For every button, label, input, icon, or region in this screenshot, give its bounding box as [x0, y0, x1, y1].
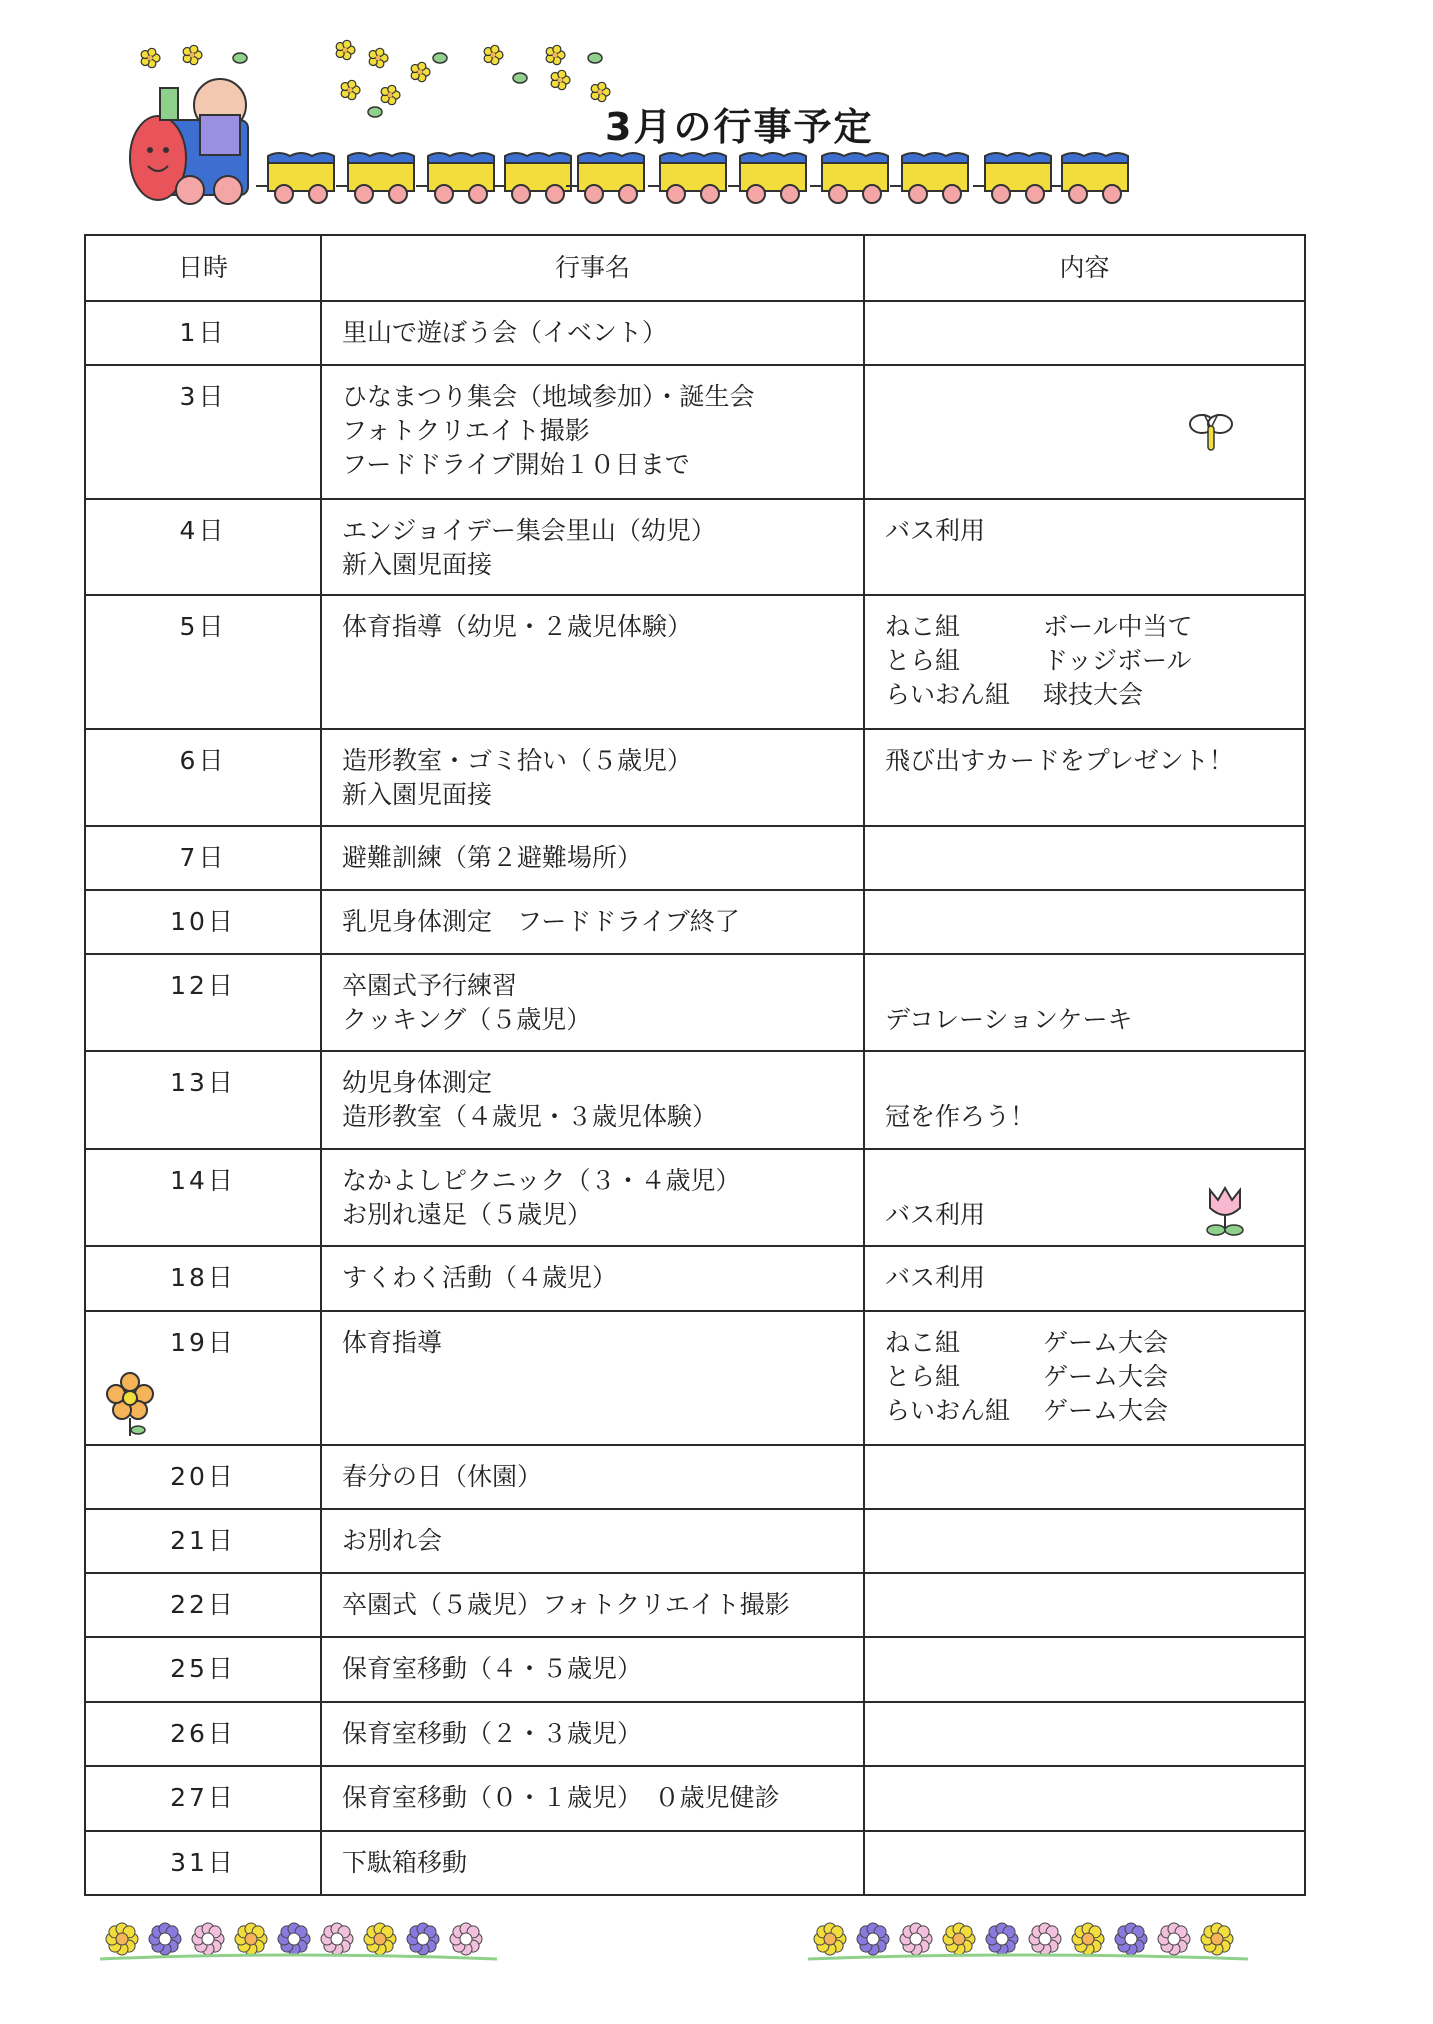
event-cell [321, 729, 864, 826]
group-name: らいおん組 [885, 1396, 1011, 1425]
date-cell: 27日 [85, 1766, 321, 1831]
content-cell [864, 1051, 1305, 1149]
border-flower [1029, 1923, 1061, 1955]
date-cell: 10日 [85, 890, 321, 954]
event-cell [321, 826, 864, 890]
column-header-date: 日時 [85, 235, 321, 301]
column-header-event: 行事名 [321, 235, 864, 301]
table-row [85, 595, 1305, 729]
event-line: お別れ遠足（５歳児） [342, 1200, 593, 1229]
date-cell: 4日 [85, 499, 321, 595]
border-flower [814, 1923, 846, 1955]
content-cell [864, 1445, 1305, 1509]
group-activity [885, 1360, 1304, 1394]
small-flower [546, 45, 565, 64]
event-cell [321, 1246, 864, 1311]
activity-name: ゲーム大会 [1043, 1328, 1169, 1357]
table-row [85, 1573, 1305, 1637]
table-row [85, 890, 1305, 954]
table-row [85, 1766, 1305, 1831]
train-car [336, 153, 414, 203]
event-line: お別れ会 [342, 1526, 443, 1555]
flower-icon [100, 1368, 160, 1438]
event-line: 幼児身体測定 [342, 1068, 493, 1097]
content-cell [864, 954, 1305, 1051]
content-line: バス利用 [885, 516, 986, 545]
small-flower [183, 45, 202, 64]
content-cell [864, 890, 1305, 954]
group-name: らいおん組 [885, 680, 1011, 709]
train-car [810, 153, 888, 203]
event-line: 体育指導（幼児・２歳児体験） [342, 612, 693, 641]
activity-name: ゲーム大会 [1043, 1362, 1169, 1391]
event-line: エンジョイデー集会里山（幼児） [342, 516, 716, 545]
blank-line [885, 1066, 1304, 1100]
small-flower [551, 70, 570, 89]
train-car [728, 153, 806, 203]
event-line: 保育室移動（４・５歳児） [342, 1654, 643, 1683]
event-line: 保育室移動（０・１歳児） ０歳児健診 [342, 1783, 780, 1812]
event-cell [321, 890, 864, 954]
event-cell [321, 1311, 864, 1445]
event-cell [321, 1509, 864, 1573]
border-flower [235, 1923, 267, 1955]
date-cell: 3日 [85, 365, 321, 499]
train-car [256, 153, 334, 203]
small-flower [433, 53, 447, 63]
date-cell: 12日 [85, 954, 321, 1051]
group-name: とら組 [885, 1362, 961, 1391]
date-cell: 31日 [85, 1831, 321, 1895]
butterfly-icon [1180, 402, 1240, 462]
small-flower [513, 73, 527, 83]
date-cell: 22日 [85, 1573, 321, 1637]
content-cell [864, 1637, 1305, 1702]
event-cell [321, 1702, 864, 1766]
table-row [85, 1445, 1305, 1509]
event-line: 体育指導 [342, 1328, 443, 1357]
table-row [85, 499, 1305, 595]
event-line: 卒園式（５歳児）フォトクリエイト撮影 [342, 1590, 790, 1619]
border-flower [857, 1923, 889, 1955]
train-car [890, 153, 968, 203]
date-cell: 19日 [85, 1311, 321, 1445]
content-cell [864, 729, 1305, 826]
border-flower [1115, 1923, 1147, 1955]
group-name: とら組 [885, 646, 961, 675]
group-name: ねこ組 [885, 612, 961, 641]
content-cell [864, 1509, 1305, 1573]
event-line: すくわく活動（４歳児） [342, 1263, 618, 1292]
event-cell [321, 1149, 864, 1246]
train-car [416, 153, 494, 203]
event-line: 春分の日（休園） [342, 1462, 543, 1491]
event-line: クッキング（５歳児） [342, 1005, 592, 1034]
border-flower [149, 1923, 181, 1955]
blank-line [885, 969, 1304, 1003]
table-row [85, 1051, 1305, 1149]
border-flower [450, 1923, 482, 1955]
content-cell [864, 826, 1305, 890]
event-cell [321, 365, 864, 499]
table-row [85, 1246, 1305, 1311]
border-flower [321, 1923, 353, 1955]
small-flower [336, 40, 355, 59]
small-flower [588, 53, 602, 63]
small-flower [368, 107, 382, 117]
content-cell [864, 301, 1305, 365]
group-activity [885, 1326, 1304, 1360]
table-row [85, 1831, 1305, 1895]
date-cell: 18日 [85, 1246, 321, 1311]
table-row [85, 826, 1305, 890]
small-flower [341, 80, 360, 99]
group-activity [885, 1394, 1304, 1428]
content-line: デコレーションケーキ [885, 1005, 1133, 1034]
event-cell [321, 1637, 864, 1702]
event-line: 卒園式予行練習 [342, 971, 518, 1000]
activity-name: 球技大会 [1043, 680, 1144, 709]
content-cell [864, 499, 1305, 595]
content-line: 冠を作ろう！ [885, 1102, 1036, 1131]
date-cell: 6日 [85, 729, 321, 826]
content-cell [864, 1766, 1305, 1831]
event-line: フードドライブ開始１０日まで [342, 450, 690, 479]
content-cell [864, 1573, 1305, 1637]
border-flower [900, 1923, 932, 1955]
small-flower [484, 45, 503, 64]
small-flower [411, 62, 430, 81]
event-line: フォトクリエイト撮影 [342, 416, 590, 445]
table-row [85, 729, 1305, 826]
date-cell: 25日 [85, 1637, 321, 1702]
event-cell [321, 1831, 864, 1895]
event-line: 造形教室（４歳児・３歳児体験） [342, 1102, 718, 1131]
date-cell: 21日 [85, 1509, 321, 1573]
border-flower [192, 1923, 224, 1955]
border-flower [106, 1923, 138, 1955]
event-line: 下駄箱移動 [342, 1848, 468, 1877]
small-flower [141, 48, 160, 67]
activity-name: ドッジボール [1043, 646, 1192, 675]
activity-name: ゲーム大会 [1043, 1396, 1169, 1425]
border-flower [278, 1923, 310, 1955]
content-cell [864, 595, 1305, 729]
event-line: 乳児身体測定 フードドライブ終了 [342, 907, 740, 936]
date-cell: 14日 [85, 1149, 321, 1246]
event-line: ひなまつり集会（地域参加）・誕生会 [342, 382, 755, 411]
event-cell [321, 954, 864, 1051]
table-row [85, 1311, 1305, 1445]
train-car [566, 153, 644, 203]
content-line: バス利用 [885, 1200, 986, 1229]
train-car [973, 153, 1051, 203]
event-cell [321, 1445, 864, 1509]
border-flower [364, 1923, 396, 1955]
content-line: バス利用 [885, 1263, 986, 1292]
event-line: 里山で遊ぼう会（イベント） [342, 318, 668, 347]
train-engine [130, 79, 248, 204]
activity-name: ボール中当て [1043, 612, 1193, 641]
small-flower [233, 53, 247, 63]
group-activity [885, 610, 1304, 644]
table-row [85, 1702, 1305, 1766]
event-line: 避難訓練（第２避難場所） [342, 843, 643, 872]
event-cell [321, 595, 864, 729]
event-cell [321, 1051, 864, 1149]
date-cell: 26日 [85, 1702, 321, 1766]
date-cell: 5日 [85, 595, 321, 729]
event-cell [321, 1573, 864, 1637]
border-flower [943, 1923, 975, 1955]
table-row [85, 954, 1305, 1051]
table-header-row [85, 235, 1305, 301]
table-row [85, 1149, 1305, 1246]
schedule-table [84, 234, 1306, 1896]
border-flower [1201, 1923, 1233, 1955]
event-cell [321, 1766, 864, 1831]
date-cell: 20日 [85, 1445, 321, 1509]
flower-border-left [100, 1915, 570, 1965]
border-flower [1072, 1923, 1104, 1955]
group-name: ねこ組 [885, 1328, 961, 1357]
table-row [85, 301, 1305, 365]
table-row [85, 1509, 1305, 1573]
header-illustration [0, 0, 1433, 230]
train-car [1050, 153, 1128, 203]
flower-border-right [808, 1915, 1328, 1965]
date-cell: 7日 [85, 826, 321, 890]
small-flower [381, 85, 400, 104]
border-flower [986, 1923, 1018, 1955]
event-cell [321, 499, 864, 595]
event-line: なかよしピクニック（３・４歳児） [342, 1166, 741, 1195]
border-flower [1158, 1923, 1190, 1955]
content-cell [864, 1831, 1305, 1895]
date-cell: 13日 [85, 1051, 321, 1149]
content-cell [864, 1246, 1305, 1311]
group-activity [885, 644, 1304, 678]
table-row [85, 365, 1305, 499]
event-line: 造形教室・ゴミ拾い（５歳児） [342, 746, 693, 775]
tulip-icon [1200, 1180, 1250, 1240]
small-flower [369, 48, 388, 67]
group-activity [885, 678, 1304, 712]
event-cell [321, 301, 864, 365]
train-car [493, 153, 571, 203]
content-line: 飛び出すカードをプレゼント！ [885, 746, 1234, 775]
date-cell: 1日 [85, 301, 321, 365]
table-row [85, 1637, 1305, 1702]
content-cell [864, 1702, 1305, 1766]
page-title: 3月の行事予定 [605, 105, 874, 149]
event-line: 保育室移動（２・３歳児） [342, 1719, 643, 1748]
content-cell [864, 1311, 1305, 1445]
border-flower [407, 1923, 439, 1955]
event-line: 新入園児面接 [342, 550, 493, 579]
train-car [648, 153, 726, 203]
column-header-content: 内容 [864, 235, 1305, 301]
event-line: 新入園児面接 [342, 780, 493, 809]
